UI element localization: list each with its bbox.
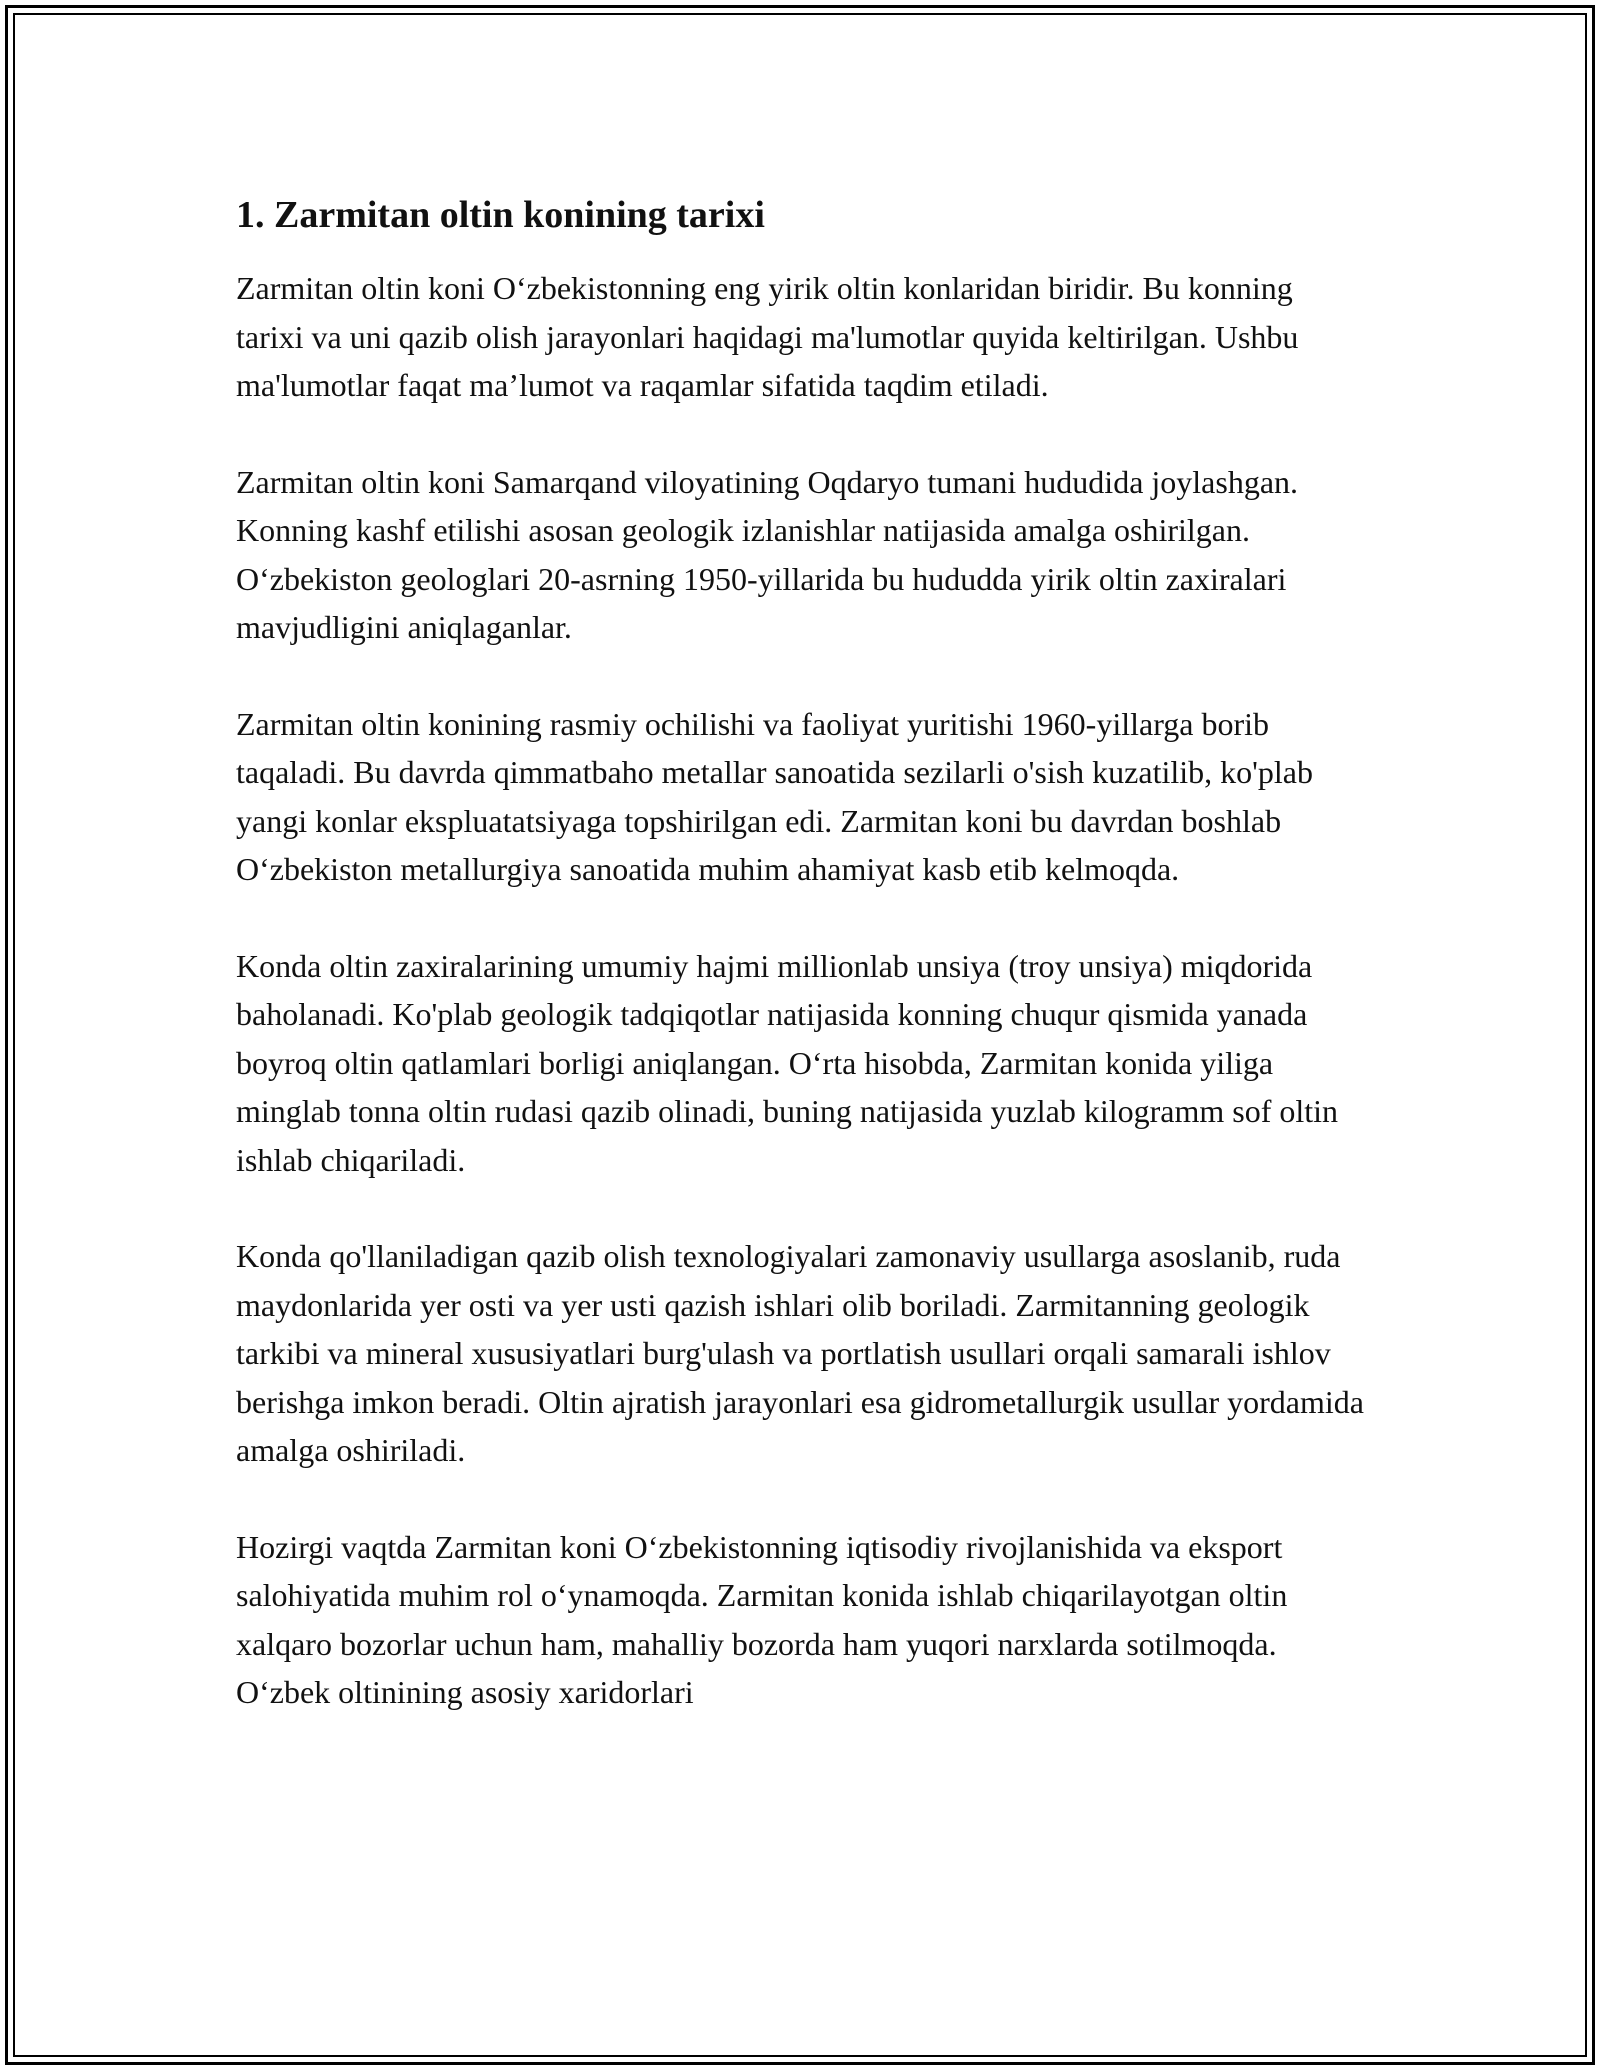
paragraph-economy: Hozirgi vaqtda Zarmitan koni O‘zbekistonning iqtisodiy rivojlanishida va eksport salohiyatida muhim rol o‘ynamoqda. Zarmitan konida ishlab chiqarilayotgan oltin xalqaro bozorlar uchun ham, mahalliy bozorda ham yuqori narxlarda sotilmoqda. O‘zbek oltinining asosiy xaridorlari <box>236 1528 1288 1710</box>
section-heading: 1. Zarmitan oltin konining tarixi <box>236 194 765 236</box>
paragraph-location: Zarmitan oltin koni Samarqand viloyatining Oqdaryo tumani hududida joylashgan. Konning kashf etilishi asosan geologik izlanishlar natijasida amalga oshirilgan. O‘zbekiston geologlari 20-asrning 1950-yillarida bu hududda yirik oltin zaxiralari mavjudligini aniqlaganlar. <box>236 463 1299 645</box>
paragraph-reserves: Konda oltin zaxiralarining umumiy hajmi millionlab unsiya (troy unsiya) miqdorida baholanadi. Ko'plab geologik tadqiqotlar natijasida konning chuqur qismida yanada boyroq oltin qatlamlari borligi aniqlangan. O‘rta hisobda, Zarmitan konida yiliga minglab tonna oltin rudasi qazib olinadi, buning natijasida yuzlab kilogramm sof oltin ishlab chiqariladi. <box>236 947 1339 1178</box>
document-body <box>236 186 1366 1765</box>
paragraph-intro: Zarmitan oltin koni O‘zbekistonning eng yirik oltin konlaridan biridir. Bu konning tarixi va uni qazib olish jarayonlari haqidagi ma'lumotlar quyida keltirilgan. Ushbu ma'lumotlar faqat ma’lumot va raqamlar sifatida taqdim etiladi. <box>236 270 1299 403</box>
paragraph-opening: Zarmitan oltin konining rasmiy ochilishi va faoliyat yuritishi 1960-yillarga borib taqaladi. Bu davrda qimmatbaho metallar sanoatida sezilarli o'sish kuzatilib, ko'plab yangi konlar ekspluatatsiyaga topshirilgan edi. Zarmitan koni bu davrdan boshlab O‘zbekiston metallurgiya sanoatida muhim ahamiyat kasb etib kelmoqda. <box>236 705 1313 887</box>
paragraph-technology: Konda qo'llaniladigan qazib olish texnologiyalari zamonaviy usullarga asoslanib, ruda maydonlarida yer osti va yer usti qazish ishlari olib boriladi. Zarmitanning geologik tarkibi va mineral xususiyatlari burg'ulash va portlatish usullari orqali samarali ishlov berishga imkon beradi. Oltin ajratish jarayonlari esa gidrometallurgik usullar yordamida amalga oshiriladi. <box>236 1238 1364 1468</box>
